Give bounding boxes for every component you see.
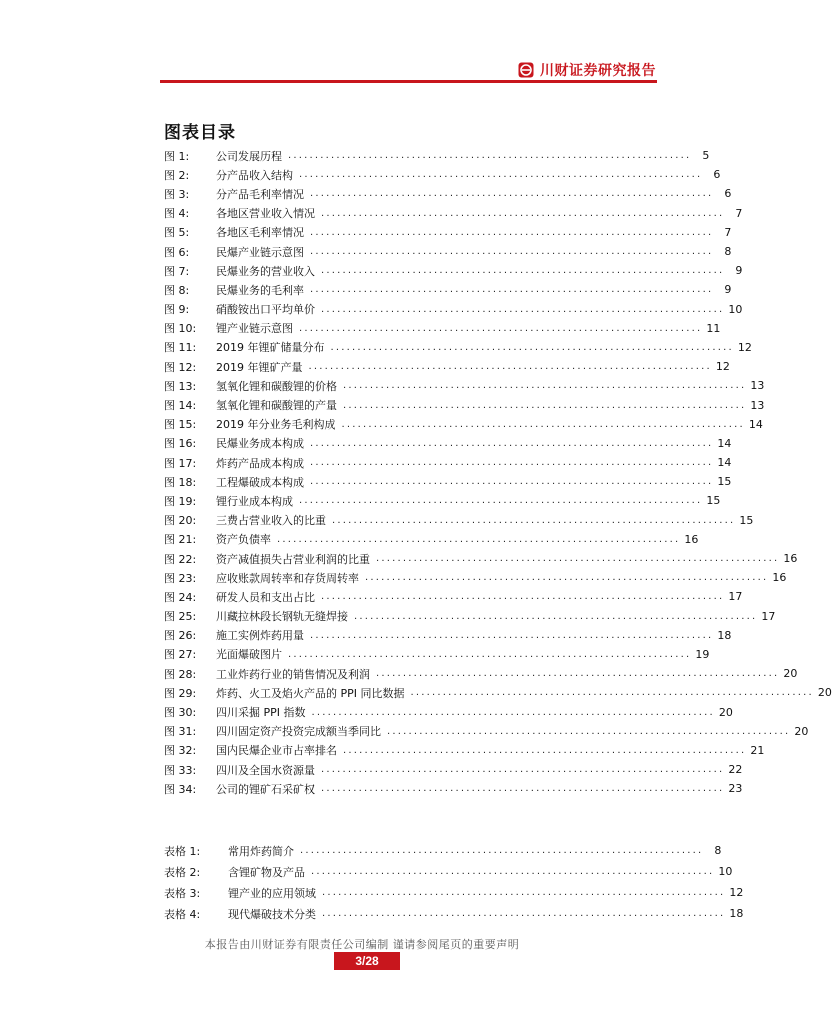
dot-leader: ...........................................................................: [310, 457, 714, 469]
dot-leader: ...........................................................................: [322, 908, 726, 919]
dot-leader: ...........................................................................: [343, 380, 747, 392]
figure-entry-label: 图 34:: [164, 782, 197, 796]
dot-leader: ...........................................................................: [321, 303, 725, 315]
figure-entry[interactable]: [164, 165, 721, 184]
figure-entry-page: 18: [717, 628, 732, 642]
figure-entry-title[interactable]: 川藏拉林段长钢轨无缝焊接: [216, 610, 348, 624]
figure-entry[interactable]: [164, 242, 732, 261]
figure-entry-title[interactable]: 应收账款周转率和存货周转率: [216, 571, 359, 585]
table-entry[interactable]: [164, 840, 722, 861]
dot-leader: ...........................................................................: [299, 169, 703, 181]
figure-entry-label: 图 7:: [164, 264, 190, 278]
figure-entry-page: 19: [695, 647, 710, 661]
figure-entry-label: 图 21:: [164, 533, 197, 547]
figure-entry-page: 6: [724, 187, 732, 201]
figure-entry-title[interactable]: 各地区毛利率情况: [216, 226, 304, 240]
dot-leader: ...........................................................................: [321, 207, 725, 219]
figure-entry-page: 16: [783, 552, 798, 566]
footer-disclaimer: 本报告由川财证券有限责任公司编制 谨请参阅尾页的重要声明: [204, 938, 520, 951]
figure-entry-label: 图 12:: [164, 360, 197, 374]
figure-entry-page: 16: [684, 532, 699, 546]
figure-entry-page: 14: [717, 456, 732, 470]
dot-leader: ...........................................................................: [387, 725, 791, 737]
figure-entry-page: 9: [735, 264, 743, 278]
dot-leader: ...........................................................................: [310, 226, 714, 238]
figure-entry-title[interactable]: 国内民爆企业市占率排名: [216, 744, 337, 758]
figure-entry-label: 图 27:: [164, 648, 197, 662]
figure-entry-label: 图 18:: [164, 475, 197, 489]
dot-leader: ...........................................................................: [288, 150, 692, 162]
figure-entry-label: 图 13:: [164, 379, 197, 393]
figure-entry-label: 图 22:: [164, 552, 197, 566]
dot-leader: ...........................................................................: [310, 246, 714, 258]
figure-entry-label: 图 20:: [164, 514, 197, 528]
table-entry-label: 表格 2:: [164, 865, 201, 879]
table-entry-label: 表格 3:: [164, 886, 201, 900]
figure-entry[interactable]: [164, 357, 730, 376]
figure-entry-page: 9: [724, 283, 732, 297]
figure-entry-label: 图 29:: [164, 686, 197, 700]
figure-entry-title[interactable]: 工业炸药行业的销售情况及利润: [216, 667, 370, 681]
figure-entry-title[interactable]: 分产品毛利率情况: [216, 187, 304, 201]
table-entry-title[interactable]: 现代爆破技术分类: [228, 907, 316, 921]
table-entry-page: 8: [714, 844, 722, 857]
figure-entry-title[interactable]: 各地区营业收入情况: [216, 207, 315, 221]
figure-entry[interactable]: [164, 204, 743, 223]
dot-leader: ...........................................................................: [321, 265, 725, 277]
figure-entry-title[interactable]: 硝酸铵出口平均单价: [216, 303, 315, 317]
figure-entry-label: 图 8:: [164, 283, 190, 297]
dot-leader: ...........................................................................: [354, 610, 758, 622]
figure-entry-title[interactable]: 氢氧化锂和碳酸锂的产量: [216, 399, 337, 413]
table-entry-page: 12: [729, 886, 744, 899]
figure-entry[interactable]: [164, 184, 732, 203]
figure-entry[interactable]: [164, 549, 798, 568]
figure-entry-page: 6: [713, 168, 721, 182]
figure-entry-label: 图 1:: [164, 149, 190, 163]
figure-entry-title[interactable]: 资产减值损失占营业利润的比重: [216, 552, 370, 566]
figure-entry[interactable]: [164, 453, 732, 472]
figure-entry[interactable]: [164, 319, 721, 338]
brand: [518, 60, 656, 80]
figure-entry[interactable]: [164, 722, 809, 741]
figure-entry[interactable]: [164, 338, 752, 357]
figure-entry-label: 图 2:: [164, 168, 190, 182]
figure-entry-title[interactable]: 2019 年锂矿储量分布: [216, 341, 325, 355]
figure-entry[interactable]: [164, 779, 743, 798]
figure-entry-title[interactable]: 四川及全国水资源量: [216, 763, 315, 777]
table-entry-title[interactable]: 常用炸药简介: [228, 844, 294, 858]
figure-entry[interactable]: [164, 261, 743, 280]
figure-entry[interactable]: [164, 223, 732, 242]
figure-entry[interactable]: [164, 434, 732, 453]
dot-leader: ...........................................................................: [321, 783, 725, 795]
figure-entry-page: 13: [750, 398, 765, 412]
figure-entry-page: 21: [750, 743, 765, 757]
figure-entry-page: 23: [728, 782, 743, 796]
dot-leader: ...........................................................................: [310, 629, 714, 641]
dot-leader: ...........................................................................: [410, 687, 814, 699]
toc-title: 图表目录: [164, 123, 236, 143]
dot-leader: ...........................................................................: [376, 668, 780, 680]
figure-entry[interactable]: [164, 530, 699, 549]
figure-entry-page: 5: [702, 149, 710, 163]
figure-entry-label: 图 4:: [164, 207, 190, 221]
figure-entry-title[interactable]: 炸药、火工及焰火产品的 PPI 同比数据: [216, 686, 405, 700]
table-entry[interactable]: [164, 861, 733, 882]
figure-entry[interactable]: [164, 645, 710, 664]
dot-leader: ...........................................................................: [332, 514, 736, 526]
table-entry-title[interactable]: 含锂矿物及产品: [228, 865, 305, 879]
dot-leader: ...........................................................................: [308, 361, 712, 373]
table-entry-label: 表格 1:: [164, 844, 201, 858]
figure-entry[interactable]: [164, 760, 743, 779]
figure-entry-title[interactable]: 锂产业链示意图: [216, 322, 293, 336]
figure-entry-title[interactable]: 施工实例炸药用量: [216, 629, 304, 643]
figure-entry[interactable]: [164, 664, 798, 683]
dot-leader: ...........................................................................: [343, 399, 747, 411]
figure-entry-title[interactable]: 民爆业务成本构成: [216, 437, 304, 451]
figure-entry-label: 图 31:: [164, 725, 197, 739]
figure-entry-label: 图 16:: [164, 437, 197, 451]
figure-entry[interactable]: [164, 415, 763, 434]
figure-entry[interactable]: [164, 626, 732, 645]
figure-entry-label: 图 28:: [164, 667, 197, 681]
header-divider: [160, 80, 657, 83]
page-number-badge: 3/28: [334, 952, 400, 970]
figure-entry-title[interactable]: 炸药产品成本构成: [216, 456, 304, 470]
figure-entry-title[interactable]: 三费占营业收入的比重: [216, 514, 326, 528]
dot-leader: ...........................................................................: [299, 495, 703, 507]
figure-entry[interactable]: [164, 146, 710, 165]
figure-entry-label: 图 25:: [164, 610, 197, 624]
figure-entry-page: 8: [724, 245, 732, 259]
figure-entry-title[interactable]: 民爆业务的营业收入: [216, 264, 315, 278]
figure-entry-page: 11: [706, 321, 721, 335]
figure-entry-label: 图 33:: [164, 763, 197, 777]
figure-entry-page: 22: [728, 763, 743, 777]
figure-entry-page: 15: [706, 494, 721, 508]
figure-entry-title[interactable]: 公司发展历程: [216, 149, 282, 163]
table-list: [164, 840, 744, 924]
dot-leader: ...........................................................................: [311, 866, 715, 877]
figure-entry[interactable]: [164, 280, 732, 299]
figure-entry-page: 20: [718, 705, 733, 719]
figure-entry[interactable]: [164, 568, 787, 587]
dot-leader: ...........................................................................: [330, 341, 734, 353]
figure-entry[interactable]: [164, 395, 765, 414]
figure-entry-page: 13: [750, 379, 765, 393]
figure-entry-label: 图 6:: [164, 245, 190, 259]
figure-entry-label: 图 19:: [164, 494, 197, 508]
figure-entry-label: 图 24:: [164, 590, 197, 604]
figure-entry-label: 图 15:: [164, 418, 197, 432]
dot-leader: ...........................................................................: [310, 284, 714, 296]
figure-entry[interactable]: [164, 376, 765, 395]
figure-entry[interactable]: [164, 683, 832, 702]
figure-entry-page: 20: [783, 667, 798, 681]
figure-entry-page: 17: [728, 590, 743, 604]
table-entry[interactable]: [164, 882, 744, 903]
figure-entry[interactable]: [164, 587, 743, 606]
dot-leader: ...........................................................................: [343, 744, 747, 756]
figure-list: [164, 146, 832, 798]
figure-entry-page: 7: [724, 225, 732, 239]
figure-entry-title[interactable]: 民爆业务的毛利率: [216, 283, 304, 297]
table-entry[interactable]: [164, 903, 744, 924]
figure-entry-title[interactable]: 分产品收入结构: [216, 168, 293, 182]
chuancai-logo-icon: [518, 62, 534, 78]
figure-entry-page: 14: [748, 417, 763, 431]
figure-entry[interactable]: [164, 300, 743, 319]
dot-leader: ...........................................................................: [321, 591, 725, 603]
figure-entry[interactable]: [164, 741, 765, 760]
table-entry-page: 10: [718, 865, 733, 878]
figure-entry-label: 图 3:: [164, 187, 190, 201]
dot-leader: ...........................................................................: [277, 533, 681, 545]
figure-entry-page: 7: [735, 206, 743, 220]
figure-entry-page: 20: [794, 724, 809, 738]
figure-entry-label: 图 11:: [164, 341, 197, 355]
figure-entry-page: 14: [717, 436, 732, 450]
figure-entry-title[interactable]: 公司的锂矿石采矿权: [216, 782, 315, 796]
dot-leader: ...........................................................................: [310, 188, 714, 200]
figure-entry-title[interactable]: 民爆产业链示意图: [216, 245, 304, 259]
figure-entry-label: 图 26:: [164, 629, 197, 643]
figure-entry-page: 10: [728, 302, 743, 316]
dot-leader: ...........................................................................: [365, 572, 769, 584]
figure-entry-title[interactable]: 四川固定资产投资完成额当季同比: [216, 725, 381, 739]
figure-entry-page: 17: [761, 609, 776, 623]
figure-entry-label: 图 14:: [164, 399, 197, 413]
table-entry-title[interactable]: 锂产业的应用领域: [228, 886, 316, 900]
figure-entry-label: 图 23:: [164, 571, 197, 585]
figure-entry[interactable]: [164, 491, 721, 510]
figure-entry-page: 12: [715, 360, 730, 374]
figure-entry-page: 12: [737, 340, 752, 354]
figure-entry-label: 图 9:: [164, 303, 190, 317]
page-header: [0, 0, 724, 82]
dot-leader: ...........................................................................: [311, 706, 715, 718]
figure-entry-title[interactable]: 2019 年分业务毛利构成: [216, 418, 336, 432]
dot-leader: ...........................................................................: [288, 648, 692, 660]
dot-leader: ...........................................................................: [376, 553, 780, 565]
figure-entry-label: 图 5:: [164, 226, 190, 240]
dot-leader: ...........................................................................: [300, 845, 704, 856]
brand-name: 川财证券研究报告: [540, 63, 656, 79]
figure-entry-title[interactable]: 氢氧化锂和碳酸锂的价格: [216, 379, 337, 393]
table-entry-page: 18: [729, 907, 744, 920]
figure-entry-label: 图 10:: [164, 322, 197, 336]
figure-entry[interactable]: [164, 511, 754, 530]
dot-leader: ...........................................................................: [299, 322, 703, 334]
dot-leader: ...........................................................................: [322, 887, 726, 898]
figure-entry-page: 15: [717, 475, 732, 489]
figure-entry-label: 图 30:: [164, 706, 197, 720]
figure-entry-title[interactable]: 四川采掘 PPI 指数: [216, 706, 306, 720]
table-entry-label: 表格 4:: [164, 907, 201, 921]
figure-entry-page: 15: [739, 513, 754, 527]
figure-entry[interactable]: [164, 607, 776, 626]
dot-leader: ...........................................................................: [310, 437, 714, 449]
figure-entry-label: 图 17:: [164, 456, 197, 470]
figure-entry-page: 20: [817, 686, 832, 700]
figure-entry-page: 16: [772, 571, 787, 585]
figure-entry[interactable]: [164, 472, 732, 491]
figure-entry-title[interactable]: 研发人员和支出占比: [216, 590, 315, 604]
figure-entry-title[interactable]: 工程爆破成本构成: [216, 475, 304, 489]
figure-entry[interactable]: [164, 702, 733, 721]
figure-entry-title[interactable]: 锂行业成本构成: [216, 494, 293, 508]
figure-entry-title[interactable]: 光面爆破图片: [216, 648, 282, 662]
figure-entry-title[interactable]: 2019 年锂矿产量: [216, 360, 303, 374]
dot-leader: ...........................................................................: [310, 476, 714, 488]
dot-leader: ...........................................................................: [321, 764, 725, 776]
dot-leader: ...........................................................................: [341, 418, 745, 430]
figure-entry-title[interactable]: 资产负债率: [216, 533, 271, 547]
figure-entry-label: 图 32:: [164, 744, 197, 758]
